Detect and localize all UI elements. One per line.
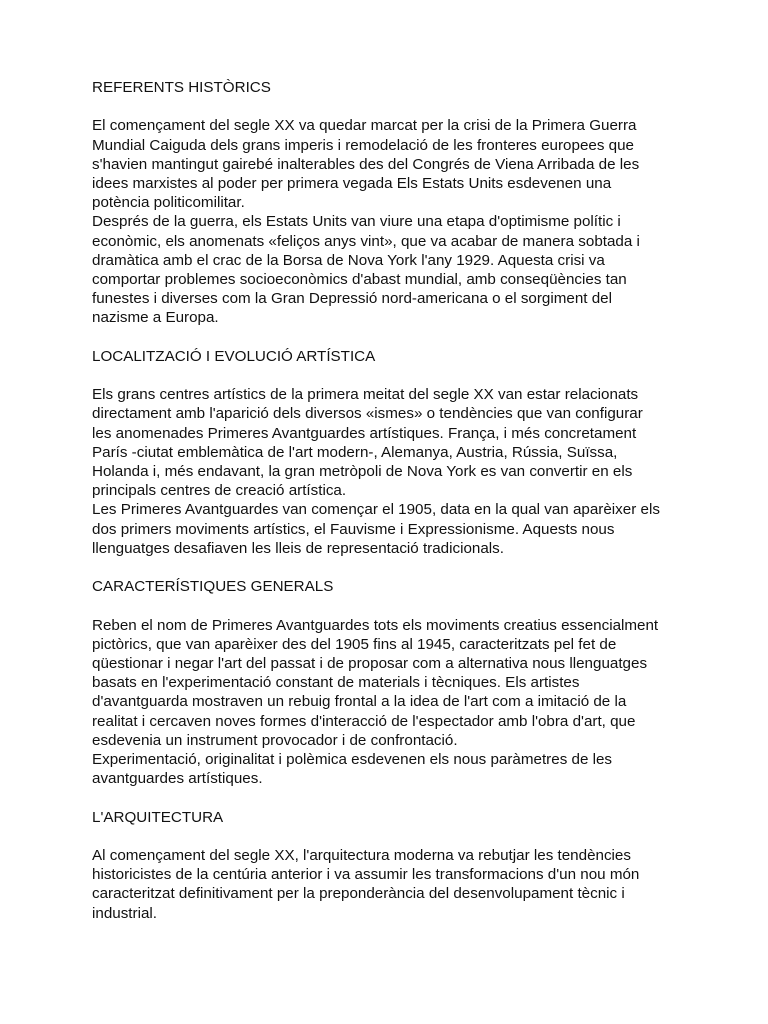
section-heading: LOCALITZACIÓ I EVOLUCIÓ ARTÍSTICA xyxy=(92,347,376,365)
section-heading: L'ARQUITECTURA xyxy=(92,808,224,826)
section-heading: CARACTERÍSTIQUES GENERALS xyxy=(92,578,334,596)
paragraph: Les Primeres Avantguardes van començar el 1905, data en la qual van aparèixer els dos primers moviments artístics, el Fauvisme i Expressionisme. Aquests nous llenguatges desafiaven les lleis de representació tradicionals. xyxy=(92,501,660,557)
document-page xyxy=(92,78,688,923)
paragraph: Reben el nom de Primeres Avantguardes tots els moviments creatius essencialment pictòrics, que van aparèixer des del 1905 fins al 1945, caracteritzats pel fet de qüestionar i negar l'art del passat i de proposar com a alternativa nous llenguatges basats en l'experimentació constant de materials i tècniques. Els artistes d'avantguarda mostraven un rebuig frontal a la idea de l'art com a imitació de la realitat i cercaven noves formes d'interacció de l'espectador amb l'obra d'art, que esdevenia un instrument provocador i de confrontació. xyxy=(92,616,659,749)
section-gap xyxy=(92,788,688,807)
section-localitzacio xyxy=(92,347,688,558)
section-arquitectura xyxy=(92,808,688,923)
paragraph: Experimentació, originalitat i polèmica esdevenen els nous paràmetres de les avantguardes artístiques. xyxy=(92,751,613,788)
section-gap xyxy=(92,558,688,577)
paragraph: Els grans centres artístics de la primera meitat del segle XX van estar relacionats directament amb l'aparició dels diversos «ismes» o tendències que van configurar les anomenades Primeres Avantguardes artístiques. França, i més concretament París -ciutat emblemàtica de l'art modern-, Alemanya, Austria, Rússia, Suïssa, Holanda i, més endavant, la gran metròpoli de Nova York es van convertir en els principals centres de creació artística. xyxy=(92,386,643,500)
section-heading: REFERENTS HISTÒRICS xyxy=(92,79,271,96)
paragraph: Després de la guerra, els Estats Units van viure una etapa d'optimisme polític i econòmic, els anomenats «feliços anys vint», que va acabar de manera sobtada i dramàtica amb el crac de la Borsa de Nova York l'any 1929. Aquesta crisi va comportar problemes socioeconòmics d'abast mundial, amb conseqüències tan funestes i diverses com la Gran Depressió nord-americana o el sorgiment del nazisme a Europa. xyxy=(92,213,640,327)
section-referents-historics xyxy=(92,78,688,328)
paragraph: Al començament del segle XX, l'arquitectura moderna va rebutjar les tendències historicistes de la centúria anterior i va assumir les transformacions d'un nou món caracteritzat definitivament per la preponderància del desenvolupament tècnic i industrial. xyxy=(92,847,640,922)
section-gap xyxy=(92,328,688,347)
section-caracteristiques xyxy=(92,577,688,788)
paragraph: El començament del segle XX va quedar marcat per la crisi de la Primera Guerra Mundial Caiguda dels grans imperis i remodelació de les fronteres europees que s'havien mantingut gairebé inalterables des del Congrés de Viena Arribada de les idees marxistes al poder per primera vegada Els Estats Units esdevenen una potència politicomilitar. xyxy=(92,117,640,212)
